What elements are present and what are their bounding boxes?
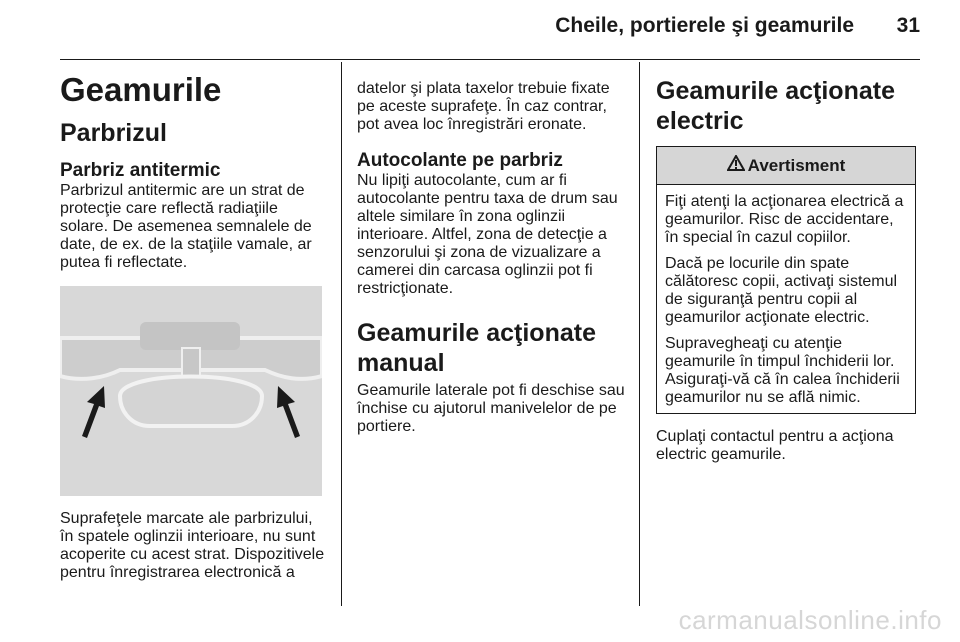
sub-subsection-title: Autocolante pe parbriz	[357, 150, 563, 171]
header-title: Cheile, portierele şi geamurile	[555, 14, 854, 37]
page-number: 31	[896, 14, 920, 37]
mirror-illustration	[60, 286, 322, 496]
column-3	[656, 76, 918, 464]
warning-paragraph: Supravegheaţi cu atenţie geamurile în timpul închiderii lor. Asiguraţi-vă că în calea închiderii geamurilor nu se află nimic.	[665, 335, 900, 406]
subsection-title: Parbrizul	[60, 119, 167, 147]
column-divider-1	[341, 62, 342, 606]
watermark: carmanualsonline.info	[678, 605, 942, 635]
windshield-mirror-figure	[60, 286, 322, 496]
header-rule	[60, 59, 920, 60]
warning-triangle-icon	[727, 155, 745, 176]
subsection-title: Geamurile acţionate manual	[357, 319, 596, 377]
warning-paragraph: Fiţi atenţi la acţionarea electrică a geamurilor. Risc de accidentare, în special în cazul copiilor.	[665, 193, 904, 246]
paragraph: Geamurile laterale pot fi deschise sau închise cu ajutorul manivelelor de pe portiere.	[357, 382, 625, 435]
rear-view-mirror	[120, 377, 262, 427]
sub-subsection-title: Parbriz antitermic	[60, 160, 221, 181]
paragraph: Parbrizul antitermic are un strat de protecţie care reflectă radiaţiile solare. De asemenea semnalele de date, de ex. de la staţiile vamale, ar putea fi reflectate.	[60, 182, 312, 271]
subsection-title: Geamurile acţionate electric	[656, 77, 895, 135]
paragraph: datelor şi plata taxelor trebuie fixate pe aceste suprafeţe. În caz contrar, pot avea loc înregistrări eronate.	[357, 80, 610, 133]
warning-box	[656, 146, 916, 414]
paragraph: Suprafeţele marcate ale parbrizului, în spatele oglinzii interioare, nu sunt acoperite cu acest strat. Dispozitivele pentru înregistrarea electronică a	[60, 510, 325, 581]
warning-body	[657, 185, 915, 413]
paragraph: Cuplaţi contactul pentru a acţiona electric geamurile.	[656, 428, 894, 463]
camera-housing	[140, 322, 240, 350]
column-1	[60, 70, 328, 582]
paragraph: Nu lipiţi autocolante, cum ar fi autocolante pentru taxa de drum sau altele similare în zona oglinzii interioare. Altfel, zona de detecţie a senzorului şi zona de vizualizare a camerei din carcasa oglinzii pot fi restricţionate.	[357, 172, 618, 297]
warning-title: Avertisment	[747, 155, 846, 175]
warning-header	[657, 147, 915, 185]
column-divider-2	[639, 62, 640, 606]
warning-paragraph: Dacă pe locurile din spate călătoresc copii, activaţi sistemul de siguranţă pentru copii al geamurilor acţionate electric.	[665, 255, 898, 326]
section-title: Geamurile	[60, 71, 222, 108]
column-2	[357, 80, 627, 436]
mirror-stem	[182, 348, 200, 378]
